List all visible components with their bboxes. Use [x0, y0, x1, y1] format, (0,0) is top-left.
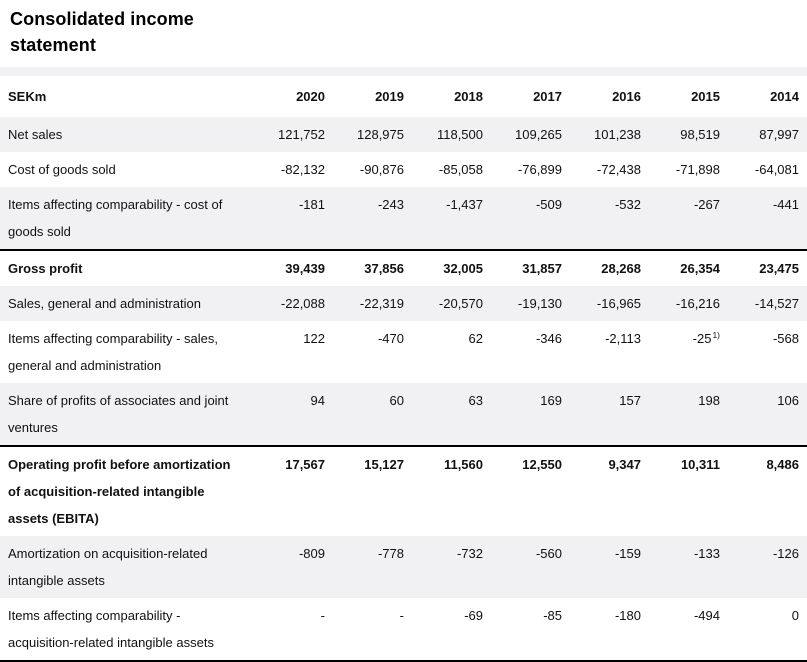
row-label: Cost of goods sold [8, 162, 116, 177]
table-row [0, 187, 807, 250]
row-value: -560 [535, 546, 562, 561]
row-value: -71,898 [675, 162, 720, 177]
row-label: Gross profit [0, 250, 254, 286]
table-row [0, 321, 807, 383]
row-value: 62 [468, 331, 483, 346]
row-value: 28,268 [570, 250, 649, 286]
year-header: 2018 [454, 89, 483, 104]
year-header: 2019 [375, 89, 404, 104]
table-body [0, 117, 807, 661]
row-value: - [320, 608, 325, 623]
row-value: -181 [298, 197, 325, 212]
row-value: -85 [543, 608, 562, 623]
row-value: -69 [464, 608, 483, 623]
row-value: 9,347 [570, 446, 649, 536]
row-value: -346 [535, 331, 562, 346]
table-row [0, 446, 807, 536]
row-value: -19,130 [517, 296, 562, 311]
income-statement-table [0, 76, 807, 662]
row-value: -16,965 [596, 296, 641, 311]
row-value: -732 [456, 546, 483, 561]
page [0, 6, 807, 662]
row-value: -25$^{1)}$ [692, 329, 720, 346]
row-value: 98,519 [680, 127, 720, 142]
row-value: -22,088 [280, 296, 325, 311]
row-label: Sales, general and administration [8, 296, 201, 311]
row-value: 198 [698, 393, 720, 408]
table-top-divider [0, 67, 807, 76]
row-value: -85,058 [438, 162, 483, 177]
year-header: 2014 [770, 89, 799, 104]
row-value: -64,081 [754, 162, 799, 177]
row-value: 32,005 [412, 250, 491, 286]
row-value: -180 [614, 608, 641, 623]
row-value: -494 [693, 608, 720, 623]
table-head [0, 76, 807, 117]
row-value: 10,311 [649, 446, 728, 536]
row-value: -159 [614, 546, 641, 561]
row-label: Amortization on acquisition-related intangible assets [8, 546, 208, 588]
row-label: Items affecting comparability - cost of goods sold [8, 197, 223, 239]
footnote-marker: 1) [712, 329, 720, 340]
row-value: -509 [535, 197, 562, 212]
row-value: 12,550 [491, 446, 570, 536]
row-value: 63 [468, 393, 483, 408]
row-value: -14,527 [754, 296, 799, 311]
row-value: 17,567 [254, 446, 333, 536]
row-value: 8,486 [728, 446, 807, 536]
table-header-row [0, 76, 807, 117]
year-header: 2017 [533, 89, 562, 104]
row-value: -2,113 [605, 331, 641, 346]
row-value: -568 [772, 331, 799, 346]
year-header: 2016 [612, 89, 641, 104]
row-value: 0 [791, 608, 799, 623]
row-label: Net sales [8, 127, 63, 142]
row-value: 94 [310, 393, 325, 408]
row-value: -133 [693, 546, 720, 561]
row-value: -82,132 [280, 162, 325, 177]
row-value: -72,438 [596, 162, 641, 177]
row-value: -267 [693, 197, 720, 212]
row-value: 118,500 [436, 127, 483, 142]
row-value: -470 [377, 331, 404, 346]
row-value: 31,857 [491, 250, 570, 286]
page-title: Consolidated income statement [10, 9, 194, 55]
row-value: 15,127 [333, 446, 412, 536]
table-row [0, 383, 807, 446]
row-value: 37,856 [333, 250, 412, 286]
row-value: 87,997 [759, 127, 799, 142]
row-value: -16,216 [675, 296, 720, 311]
row-label: Share of profits of associates and joint ventures [8, 393, 229, 435]
year-header: 2015 [691, 89, 720, 104]
row-label: Operating profit before amortization of acquisition-related intangible assets (EBITA) [0, 446, 254, 536]
row-value: -76,899 [517, 162, 562, 177]
unit-header: SEKm [8, 89, 47, 104]
row-value: 128,975 [357, 127, 404, 142]
row-value: 169 [540, 393, 562, 408]
row-value: 39,439 [254, 250, 333, 286]
row-value: -809 [298, 546, 325, 561]
row-label: Items affecting comparability - sales, general and administration [8, 331, 219, 373]
table-row [0, 117, 807, 152]
row-value: -441 [772, 197, 799, 212]
row-value: -126 [772, 546, 799, 561]
row-value: -778 [377, 546, 404, 561]
row-value: 11,560 [412, 446, 491, 536]
year-header: 2020 [296, 89, 325, 104]
row-value: -22,319 [359, 296, 404, 311]
row-value: -532 [614, 197, 641, 212]
row-value: 101,238 [594, 127, 641, 142]
table-row [0, 286, 807, 321]
row-value: 157 [619, 393, 641, 408]
row-value: 26,354 [649, 250, 728, 286]
row-value: 60 [389, 393, 404, 408]
row-value: -20,570 [438, 296, 483, 311]
table-row [0, 152, 807, 187]
row-value: - [399, 608, 404, 623]
row-value: 109,265 [515, 127, 562, 142]
row-value: 121,752 [278, 127, 325, 142]
table-row [0, 536, 807, 598]
row-value: -243 [377, 197, 404, 212]
row-value: 106 [777, 393, 799, 408]
row-label: Items affecting comparability - acquisition-related intangible assets [8, 608, 214, 650]
row-value: 122 [303, 331, 325, 346]
row-value: -90,876 [359, 162, 404, 177]
row-value: -1,437 [446, 197, 483, 212]
table-row [0, 250, 807, 286]
table-row [0, 598, 807, 661]
row-value: 23,475 [728, 250, 807, 286]
